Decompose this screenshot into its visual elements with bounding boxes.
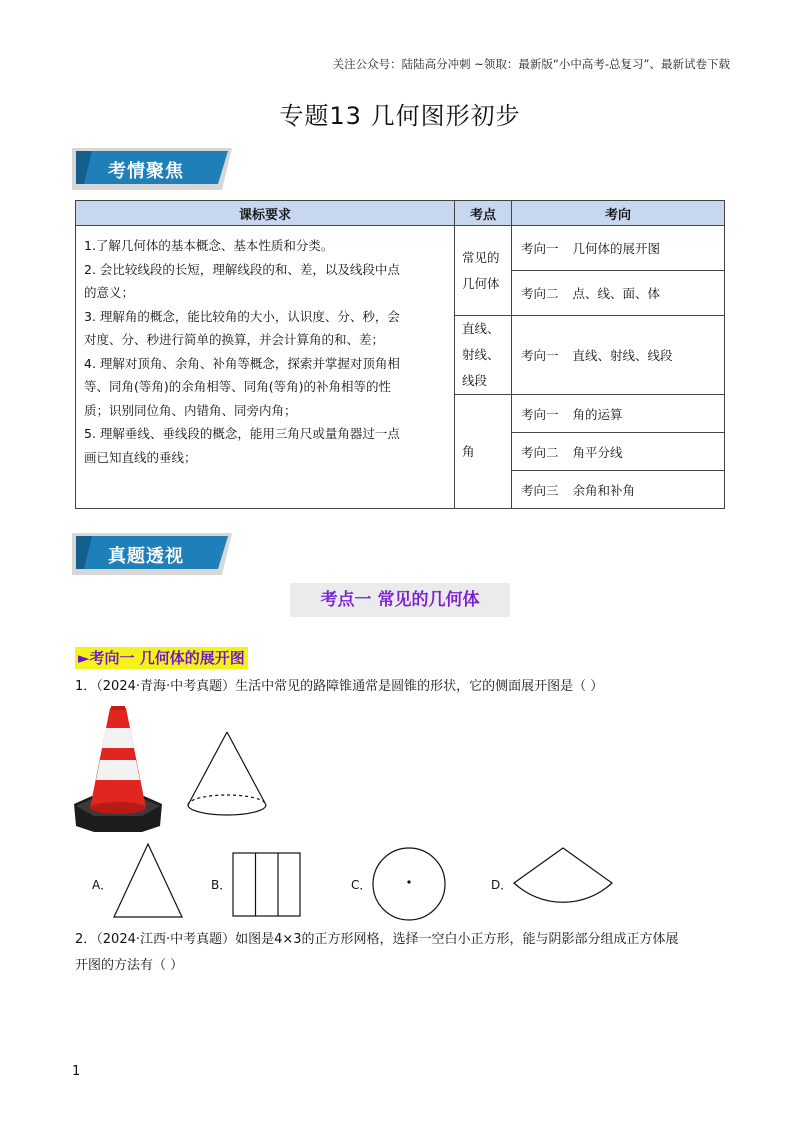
traffic-cone-image — [72, 704, 164, 834]
option-c-label: C． — [351, 878, 372, 892]
page-number: 1 — [72, 1064, 81, 1079]
direction-tag: 考向一 — [521, 406, 559, 422]
option-b-label: B． — [211, 878, 232, 892]
direction-tag: 考向一 — [521, 241, 559, 256]
direction-tag: 考向一 — [521, 348, 559, 363]
exam-point-cell: 角 — [455, 395, 512, 509]
direction-text: 角平分线 — [572, 444, 623, 460]
option-b-rectangles — [232, 852, 302, 918]
requirement-line: 5. 理解垂线、垂线段的概念，能用三角尺或量角器过一点 — [84, 426, 400, 441]
table-header: 考点 — [455, 201, 512, 226]
question-1-text: 1．（2024·青海·中考真题）生活中常见的路障锥通常是圆锥的形状，它的侧面展开图是（ ） — [75, 679, 604, 694]
exam-point-cell: 直线、 射线、 线段 — [455, 316, 512, 395]
direction-cell — [512, 316, 725, 395]
direction-heading: ►考向一 几何体的展开图 — [75, 647, 248, 669]
direction-text: 点、线、面、体 — [572, 286, 661, 301]
requirement-line: 3. 理解角的概念，能比较角的大小，认识度、分、秒，会 — [84, 308, 400, 324]
exam-point-title: 考点一 常见的几何体 — [290, 583, 510, 617]
requirement-line: 的意义； — [84, 285, 135, 300]
direction-cell — [512, 471, 725, 509]
requirement-line: 对度、分、秒进行简单的换算，并会计算角的和、差； — [84, 332, 385, 347]
section-banner-label: 考情聚焦 — [108, 161, 184, 182]
section-banner-past-exams — [72, 533, 232, 575]
direction-tag: 考向二 — [521, 286, 559, 301]
curriculum-table — [75, 200, 725, 509]
direction-cell — [512, 271, 725, 316]
cone-figure — [184, 730, 270, 840]
page-title: 专题13 几何图形初步 — [279, 102, 521, 130]
requirement-line: 1.了解几何体的基本概念、基本性质和分类。 — [84, 238, 334, 253]
option-c-circle — [371, 846, 447, 922]
requirement-line: 质；识别同位角、内错角、同旁内角； — [84, 402, 297, 418]
question-2-text: 2．（2024·江西·中考真题）如图是4×3的正方形网格，选择一空白小正方形，能与阴影部分组成正方体展 — [75, 932, 679, 947]
option-a-triangle — [112, 842, 184, 920]
direction-text: 角的运算 — [572, 406, 623, 422]
direction-cell — [512, 226, 725, 271]
direction-text: 直线、射线、线段 — [572, 348, 673, 363]
table-header-row — [76, 201, 725, 226]
option-a-label: A． — [92, 878, 113, 892]
direction-cell — [512, 433, 725, 471]
question-2-text-continued: 开图的方法有（ ） — [75, 958, 184, 973]
requirement-line: 画已知直线的垂线； — [84, 449, 197, 465]
section-banner-label: 真题透视 — [108, 546, 184, 567]
requirement-line: 2. 会比较线段的长短，理解线段的和、差，以及线段中点 — [84, 261, 400, 277]
table-header: 考向 — [512, 201, 725, 226]
direction-cell — [512, 395, 725, 433]
option-d-label: D． — [491, 878, 513, 892]
direction-text: 余角和补角 — [572, 482, 636, 498]
option-d-sector — [510, 846, 616, 904]
header-note: 关注公众号：陆陆高分冲刺 ~领取：最新版“小中高考-总复习”、最新试卷下载 — [332, 57, 730, 71]
direction-tag: 考向二 — [521, 444, 559, 460]
direction-tag: 考向三 — [521, 482, 559, 498]
table-header: 课标要求 — [76, 201, 455, 226]
requirements-cell — [76, 226, 455, 509]
exam-point-cell: 常见的 几何体 — [455, 226, 512, 316]
requirement-line: 4. 理解对顶角、余角、补角等概念，探索并掌握对顶角相 — [84, 355, 400, 371]
requirement-line: 等、同角(等角)的余角相等、同角(等角)的补角相等的性 — [84, 379, 392, 394]
section-banner-exam-focus — [72, 148, 232, 190]
direction-text: 几何体的展开图 — [572, 241, 661, 256]
